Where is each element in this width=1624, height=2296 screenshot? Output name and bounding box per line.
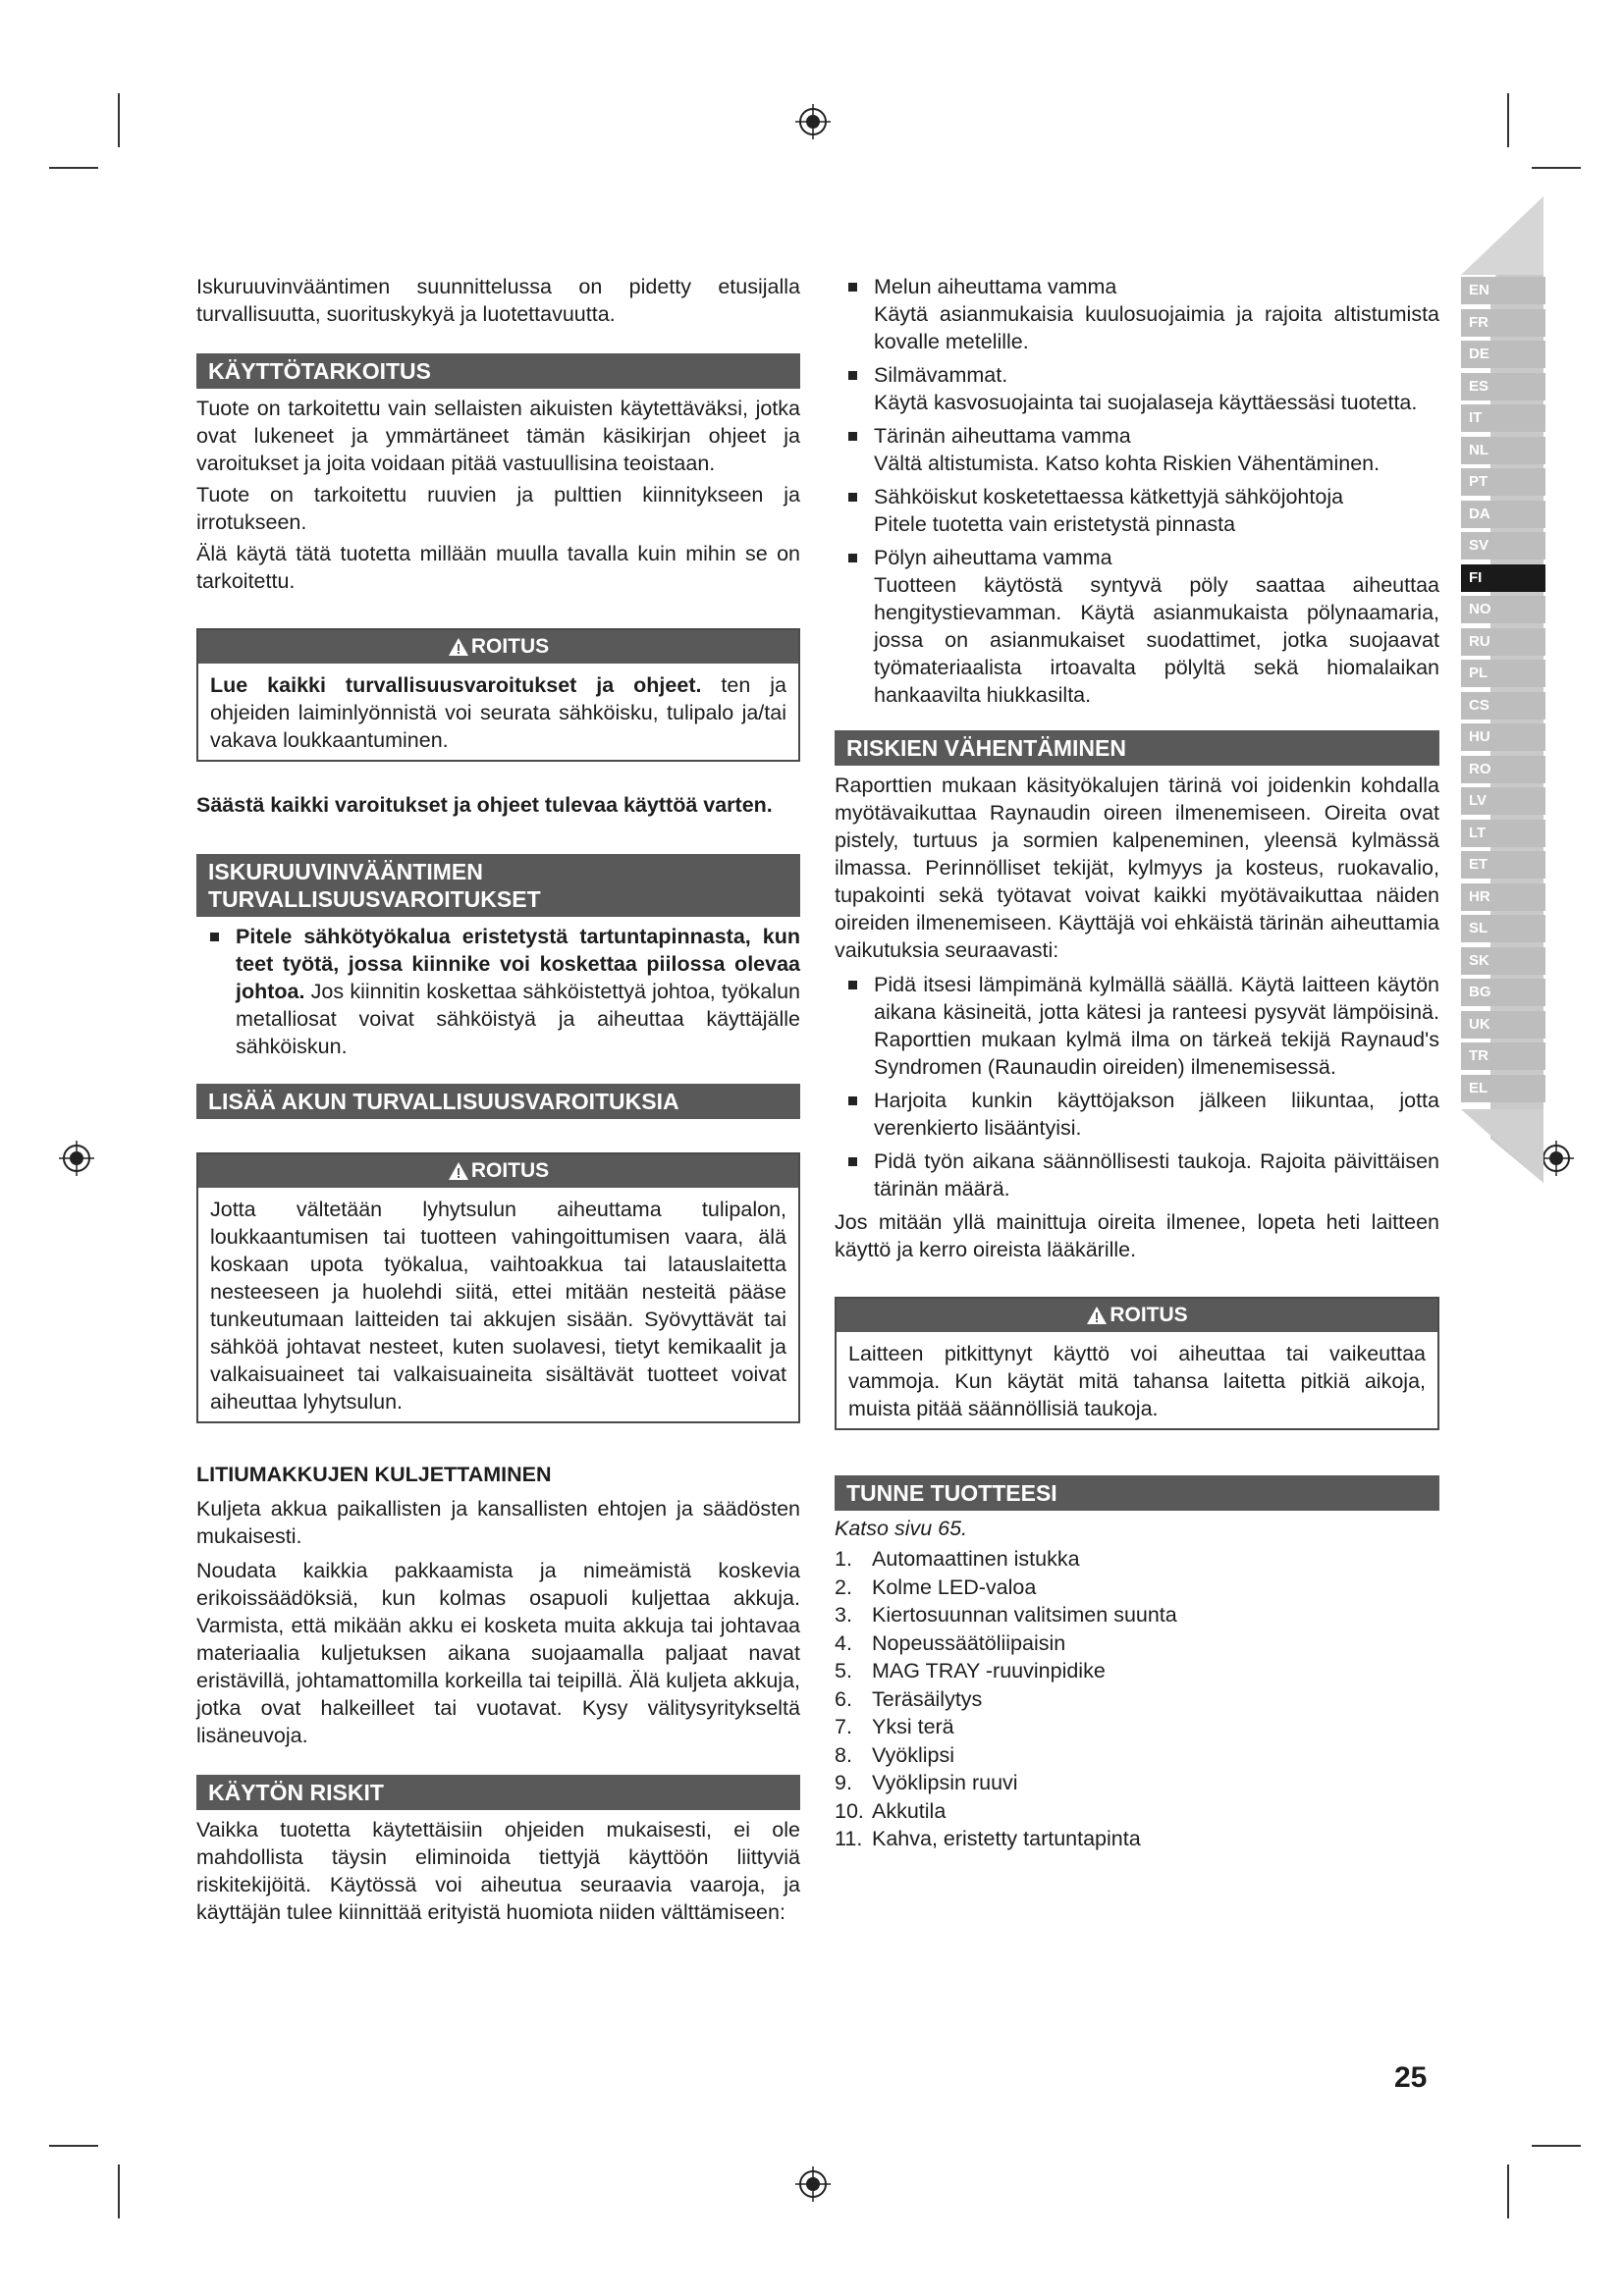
list-item: 1. Automaattinen istukka: [835, 1547, 1080, 1571]
language-tab-nl[interactable]: NL: [1461, 437, 1545, 464]
paragraph: Älä käytä tätä tuotetta millään muulla tavalla kuin mihin se on tarkoitettu.: [196, 542, 800, 593]
warning-title: ROITUS: [198, 1154, 798, 1188]
section-heading-riskit: KÄYTÖN RISKIT: [196, 1775, 800, 1810]
paragraph: Raporttien mukaan käsityökalujen tärinä voi joidenkin kohdalla myötävaikuttaa Raynaudin oireen ilmenemiseen. Oireita ovat pistely, turtuus ja sormien kalpeneminen, yleensä kylmässä ilmassa. Perinnölliset tekijät, kylmyys ja kosteus, ruokavalio, tupakointi sekä työtavat voivat kaikki myötävaikuttaa näiden oireiden ilmenemiseen. Käyttäjä voi ehkäistä tärinän aiheuttamia vaikutuksia seuraavasti:: [835, 774, 1439, 962]
language-tab-hr[interactable]: HR: [1461, 883, 1545, 911]
list-item: 4. Nopeussäätöliipaisin: [835, 1630, 1066, 1655]
language-tab-lv[interactable]: LV: [1461, 787, 1545, 815]
language-tab-tr[interactable]: TR: [1461, 1042, 1545, 1070]
language-tab-ro[interactable]: RO: [1461, 756, 1545, 783]
language-tab-uk[interactable]: UK: [1461, 1011, 1545, 1039]
crop-mark: [49, 167, 98, 169]
warning-body: Lue kaikki turvallisuusvaroitukset ja ohjeet. ten ja ohjeiden laiminlyönnistä voi seurata sähköisku, tulipalo ja/tai vakava loukkaantuminen.: [210, 673, 786, 752]
crop-mark: [1507, 93, 1509, 147]
list-item: 7. Yksi terä: [835, 1715, 954, 1738]
section-heading-riskien: RISKIEN VÄHENTÄMINEN: [835, 730, 1439, 766]
paragraph: Jos mitään yllä mainittuja oireita ilmenee, lopeta heti laitteen käyttö ja kerro oireista lääkärille.: [835, 1210, 1439, 1261]
see-page-note: Katso sivu 65.: [835, 1517, 968, 1540]
section-heading-akku: LISÄÄ AKUN TURVALLISUUSVAROITUKSIA: [196, 1084, 800, 1119]
parts-list: [835, 1545, 1439, 1853]
list-item: Silmävammat. Käytä kasvosuojainta tai suojalaseja käyttäessäsi tuotetta.: [835, 361, 1439, 416]
language-tab-fi[interactable]: FI: [1461, 564, 1545, 592]
language-tab-el[interactable]: EL: [1461, 1075, 1545, 1102]
right-column: [835, 273, 1439, 1853]
list-item: Pidä työn aikana säännöllisesti taukoja. Rajoita päivittäisen tärinän määrä.: [835, 1148, 1439, 1202]
warning-body: Laitteen pitkittynyt käyttö voi aiheuttaa tai vaikeuttaa vammoja. Kun käytät mitä tahansa laitetta pitkiä aikoja, muista pitää säännöllisiä taukoja.: [848, 1342, 1426, 1420]
list-item: Pitele sähkötyökalua eristetystä tartuntapinnasta, kun teet työtä, jossa kiinnike voi koskettaa piilossa olevaa johtoa. Jos kiinnitin koskettaa sähköistettyä johtoa, työkalun metalliosat voivat sähköistyä ja aiheuttaa käyttäjälle sähköiskun.: [196, 923, 800, 1060]
language-tab-fr[interactable]: FR: [1461, 309, 1545, 337]
list-item: 6. Teräsäilytys: [835, 1686, 983, 1711]
risk-list: [835, 273, 1439, 709]
language-tab-et[interactable]: ET: [1461, 851, 1545, 879]
paragraph: Tuote on tarkoitettu ruuvien ja pulttien kiinnitykseen ja irrotukseen.: [196, 483, 800, 534]
warning-triangle-icon: [1086, 1306, 1108, 1325]
list-item: Pölyn aiheuttama vamma Tuotteen käytöstä syntyvä pöly saattaa aiheuttaa hengitystievamman. Käytä asianmukaista pölynaamaria, jossa on asianmukaiset suodattimet, jotka suojaavat työmateriaalista irtoavalta pölyltä sekä hiomalaikan hankaavilta hiukkasilta.: [835, 544, 1439, 709]
list-item: 8. Vyöklipsi: [835, 1742, 955, 1767]
language-tab-no[interactable]: NO: [1461, 596, 1545, 623]
warning-triangle-icon: [448, 1161, 469, 1181]
language-tab-lt[interactable]: LT: [1461, 820, 1545, 847]
language-tab-da[interactable]: DA: [1461, 501, 1545, 528]
registration-mark-icon: [793, 2164, 833, 2204]
warning-title: ROITUS: [198, 630, 798, 664]
left-column: [196, 273, 800, 1933]
warning-box: [196, 628, 800, 762]
list-item: 9. Vyöklipsin ruuvi: [835, 1771, 1018, 1794]
list-item: Tärinän aiheuttama vamma Vältä altistumista. Katso kohta Riskien Vähentäminen.: [835, 422, 1439, 477]
section-heading-tunne: TUNNE TUOTTEESI: [835, 1475, 1439, 1511]
crop-mark: [49, 2145, 98, 2147]
warning-triangle-icon: [448, 637, 469, 657]
language-tab-ru[interactable]: RU: [1461, 628, 1545, 656]
language-tab-hu[interactable]: HU: [1461, 723, 1545, 751]
warning-box: [835, 1297, 1439, 1430]
list-item: Pidä itsesi lämpimänä kylmällä säällä. Käytä laitteen käytön aikana käsineitä, jotta kätesi ja ranteesi pysyvät lämpöisinä. Raporttien mukaan kylmä ilma on tärkeä tekijä Raynaud's Syndromen (Raunaudin oireiden) ilmenemisessä.: [835, 971, 1439, 1081]
registration-mark-icon: [793, 102, 833, 141]
crop-mark: [1532, 167, 1581, 169]
language-tab-bg[interactable]: BG: [1461, 979, 1545, 1006]
list-item: 10. Akkutila: [835, 1798, 947, 1823]
language-tab-de[interactable]: DE: [1461, 341, 1545, 368]
language-tab-es[interactable]: ES: [1461, 373, 1545, 400]
list-item: 5. MAG TRAY -ruuvinpidike: [835, 1659, 1106, 1682]
section-heading-iskuruuvi: ISKURUUVINVÄÄNTIMEN TURVALLISUUSVAROITUKSET: [196, 854, 800, 917]
list-item: 2. Kolme LED-valoa: [835, 1575, 1037, 1599]
warning-box: [196, 1152, 800, 1423]
section-heading-kayttotarkoitus: KÄYTTÖTARKOITUS: [196, 353, 800, 389]
page-number: 25: [1394, 2061, 1428, 2094]
list-item: 3. Kiertosuunnan valitsimen suunta: [835, 1603, 1177, 1627]
language-tab-pt[interactable]: PT: [1461, 468, 1545, 496]
paragraph: Vaikka tuotetta käytettäisiin ohjeiden mukaisesti, ei ole mahdollista täysin eliminoida tiettyjä käyttöön liittyviä riskitekijöitä. Käytössä voi aiheutua seuraavia vaaroja, ja käyttäjän tulee kiinnittää erityistä huomiota niiden välttämiseen:: [196, 1818, 800, 1924]
crop-mark: [118, 93, 120, 147]
list-item: 11. Kahva, eristetty tartuntapinta: [835, 1827, 1141, 1850]
paragraph: Tuote on tarkoitettu vain sellaisten aikuisten käytettäväksi, jotka ovat lukeneet ja ymmärtäneet tämän käsikirjan ohjeet ja varoitukset ja joita voidaan pitää vastuullisina teoistaan.: [196, 397, 800, 475]
paragraph: Noudata kaikkia pakkaamista ja nimeämistä koskevia erikoissäädöksiä, kun kolmas osapuoli kuljettaa akkuja. Varmista, että mikään akku ei kosketa muita akkuja tai johtavaa materiaalia kuljetuksen aikana suojaamalla paljaat navat eristävillä, johtamattomilla korkeilla tai teipillä. Älä kuljeta akkuja, jotka ovat halkeilleet tai vuotavat. Kysy välitysyritykseltä lisäneuvoja.: [196, 1559, 800, 1747]
language-tab-cs[interactable]: CS: [1461, 692, 1545, 720]
language-tab-sl[interactable]: SL: [1461, 915, 1545, 942]
list-item: Harjoita kunkin käyttöjakson jälkeen liikuntaa, jotta verenkierto lisääntyisi.: [835, 1087, 1439, 1142]
list-item: Melun aiheuttama vamma Käytä asianmukaisia kuulosuojaimia ja rajoita altistumista kovalle metelille.: [835, 273, 1439, 355]
paragraph: Kuljeta akkua paikallisten ja kansallisten ehtojen ja säädösten mukaisesti.: [196, 1497, 800, 1548]
list-item: Sähköiskut kosketettaessa kätkettyjä sähköjohtoja Pitele tuotetta vain eristetystä pinnasta: [835, 483, 1439, 538]
crop-mark: [1507, 2164, 1509, 2218]
riskien-bullets: [835, 971, 1439, 1202]
language-tab-sv[interactable]: SV: [1461, 532, 1545, 560]
registration-mark-icon: [57, 1139, 96, 1178]
language-tab-sk[interactable]: SK: [1461, 947, 1545, 975]
language-tab-it[interactable]: IT: [1461, 404, 1545, 432]
warning-body: Jotta vältetään lyhytsulun aiheuttama tulipalon, loukkaantumisen tai tuotteen vahingoittumisen vaara, älä koskaan upota työkalua, vaihtoakkua tai latauslaitetta nesteeseen ja huolehdi siitä, ettei mitään nesteitä pääse tunkeutumaan laitteiden tai akkujen sisään. Syövyttävät tai sähköä johtavat nesteet, kuten suolavesi, tietyt kemikaalit ja valkaisuaineet tai valkaisuaineita sisältävät tuotteet voivat aiheuttaa lyhytsulun.: [210, 1198, 786, 1414]
warning-title: ROITUS: [837, 1299, 1437, 1332]
crop-mark: [1532, 2145, 1581, 2147]
language-tab-pl[interactable]: PL: [1461, 660, 1545, 687]
save-note: Säästä kaikki varoitukset ja ohjeet tulevaa käyttöä varten.: [196, 793, 773, 817]
intro-text: Iskuruuvinvääntimen suunnittelussa on pidetty etusijalla turvallisuutta, suorituskykyä ja luotettavuutta.: [196, 275, 800, 326]
subheading-litium: LITIUMAKKUJEN KULJETTAMINEN: [196, 1463, 552, 1486]
language-tab-en[interactable]: EN: [1461, 277, 1545, 304]
crop-mark: [118, 2164, 120, 2218]
